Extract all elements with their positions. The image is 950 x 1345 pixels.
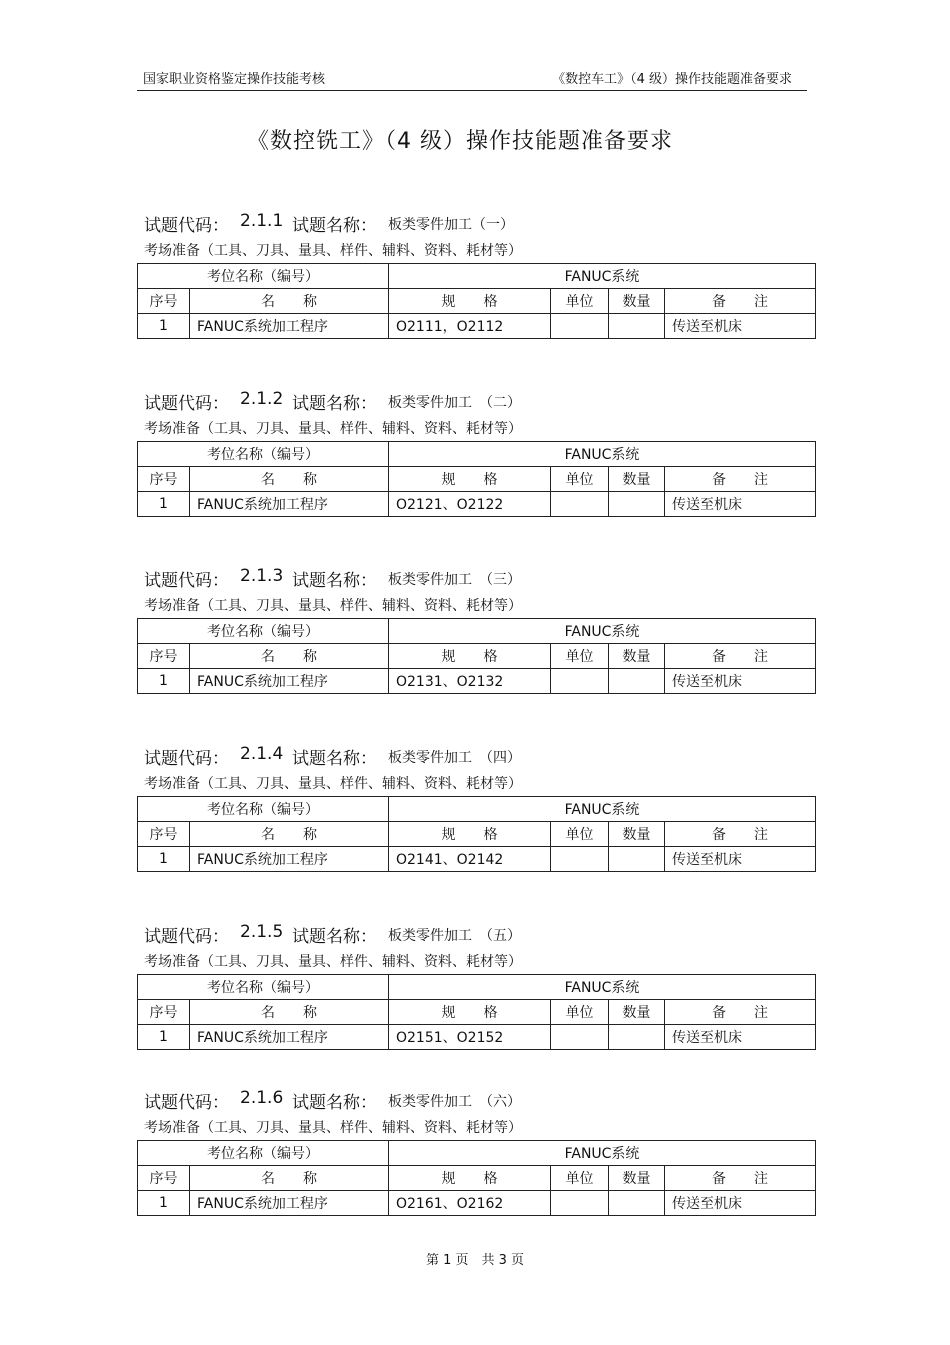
col-qty-header: 数量 bbox=[609, 644, 665, 669]
row-spec: O2121、O2122 bbox=[389, 492, 551, 517]
col-note-header: 备 注 bbox=[665, 467, 816, 492]
code-value: 2.1.6 bbox=[240, 1088, 284, 1108]
prep-note: 考场准备（工具、刀具、量具、样件、辅料、资料、耗材等） bbox=[144, 421, 522, 437]
code-label: 试题代码： bbox=[144, 749, 229, 769]
col-name-header: 名 称 bbox=[190, 1000, 389, 1025]
exam-section bbox=[137, 211, 815, 339]
col-no-header: 序号 bbox=[138, 1000, 190, 1025]
code-value: 2.1.4 bbox=[240, 744, 284, 764]
col-qty-header: 数量 bbox=[609, 822, 665, 847]
table-header-row bbox=[138, 1000, 816, 1025]
row-no: 1 bbox=[138, 847, 190, 872]
section-heading bbox=[137, 211, 815, 239]
name-label: 试题名称： bbox=[292, 571, 377, 591]
name-value: 板类零件加工 （三） bbox=[388, 572, 521, 588]
col-name-header: 名 称 bbox=[190, 644, 389, 669]
system-label: FANUC系统 bbox=[389, 797, 816, 822]
row-name: FANUC系统加工程序 bbox=[190, 314, 389, 339]
col-name-header: 名 称 bbox=[190, 289, 389, 314]
col-unit-header: 单位 bbox=[551, 1166, 609, 1191]
col-unit-header: 单位 bbox=[551, 644, 609, 669]
system-label: FANUC系统 bbox=[389, 264, 816, 289]
document-title: 《数控铣工》（4 级）操作技能题准备要求 bbox=[247, 129, 673, 154]
col-name-header: 名 称 bbox=[190, 467, 389, 492]
exam-section bbox=[137, 744, 815, 872]
row-spec: O2131、O2132 bbox=[389, 669, 551, 694]
code-label: 试题代码： bbox=[144, 1093, 229, 1113]
col-unit-header: 单位 bbox=[551, 467, 609, 492]
name-value: 板类零件加工 （二） bbox=[388, 395, 521, 411]
table-row bbox=[138, 492, 816, 517]
table-row bbox=[138, 797, 816, 822]
section-heading bbox=[137, 922, 815, 950]
exam-section bbox=[137, 1088, 815, 1216]
table-row bbox=[138, 619, 816, 644]
col-no-header: 序号 bbox=[138, 644, 190, 669]
code-value: 2.1.1 bbox=[240, 211, 284, 231]
code-label: 试题代码： bbox=[144, 927, 229, 947]
row-qty bbox=[609, 314, 665, 339]
system-label: FANUC系统 bbox=[389, 975, 816, 1000]
station-label: 考位名称（编号） bbox=[138, 797, 389, 822]
code-label: 试题代码： bbox=[144, 571, 229, 591]
col-spec-header: 规 格 bbox=[389, 1000, 551, 1025]
row-no: 1 bbox=[138, 1191, 190, 1216]
col-unit-header: 单位 bbox=[551, 289, 609, 314]
col-unit-header: 单位 bbox=[551, 822, 609, 847]
name-label: 试题名称： bbox=[292, 394, 377, 414]
exam-section bbox=[137, 922, 815, 1050]
row-name: FANUC系统加工程序 bbox=[190, 1191, 389, 1216]
col-spec-header: 规 格 bbox=[389, 1166, 551, 1191]
row-unit bbox=[551, 847, 609, 872]
name-value: 板类零件加工 （五） bbox=[388, 928, 521, 944]
table-row bbox=[138, 442, 816, 467]
col-note-header: 备 注 bbox=[665, 822, 816, 847]
table-row bbox=[138, 1025, 816, 1050]
name-label: 试题名称： bbox=[292, 927, 377, 947]
table-header-row bbox=[138, 289, 816, 314]
col-note-header: 备 注 bbox=[665, 644, 816, 669]
row-spec: O2161、O2162 bbox=[389, 1191, 551, 1216]
name-label: 试题名称： bbox=[292, 749, 377, 769]
code-label: 试题代码： bbox=[144, 216, 229, 236]
prep-table bbox=[137, 618, 816, 694]
prep-table bbox=[137, 974, 816, 1050]
system-label: FANUC系统 bbox=[389, 442, 816, 467]
header-right-text: 《数控车工》（4 级）操作技能题准备要求 bbox=[552, 72, 792, 87]
table-header-row bbox=[138, 822, 816, 847]
name-value: 板类零件加工（一） bbox=[388, 217, 514, 233]
system-label: FANUC系统 bbox=[389, 619, 816, 644]
col-qty-header: 数量 bbox=[609, 289, 665, 314]
table-row bbox=[138, 669, 816, 694]
station-label: 考位名称（编号） bbox=[138, 442, 389, 467]
exam-section bbox=[137, 389, 815, 517]
col-name-header: 名 称 bbox=[190, 1166, 389, 1191]
station-label: 考位名称（编号） bbox=[138, 264, 389, 289]
col-note-header: 备 注 bbox=[665, 289, 816, 314]
row-note: 传送至机床 bbox=[665, 669, 816, 694]
col-qty-header: 数量 bbox=[609, 467, 665, 492]
row-unit bbox=[551, 492, 609, 517]
prep-table bbox=[137, 441, 816, 517]
name-value: 板类零件加工 （六） bbox=[388, 1094, 521, 1110]
header-divider bbox=[137, 90, 807, 91]
row-qty bbox=[609, 1191, 665, 1216]
col-no-header: 序号 bbox=[138, 1166, 190, 1191]
col-spec-header: 规 格 bbox=[389, 289, 551, 314]
name-value: 板类零件加工 （四） bbox=[388, 750, 521, 766]
row-unit bbox=[551, 669, 609, 694]
section-heading bbox=[137, 744, 815, 772]
table-header-row bbox=[138, 1166, 816, 1191]
col-unit-header: 单位 bbox=[551, 1000, 609, 1025]
col-name-header: 名 称 bbox=[190, 822, 389, 847]
prep-note: 考场准备（工具、刀具、量具、样件、辅料、资料、耗材等） bbox=[144, 1120, 522, 1136]
table-row bbox=[138, 847, 816, 872]
row-unit bbox=[551, 1025, 609, 1050]
prep-note: 考场准备（工具、刀具、量具、样件、辅料、资料、耗材等） bbox=[144, 243, 522, 259]
prep-table bbox=[137, 1140, 816, 1216]
station-label: 考位名称（编号） bbox=[138, 1141, 389, 1166]
table-row bbox=[138, 1191, 816, 1216]
page-footer: 第 1 页 共 3 页 bbox=[425, 1253, 525, 1268]
section-heading bbox=[137, 1088, 815, 1116]
row-unit bbox=[551, 1191, 609, 1216]
table-row bbox=[138, 1141, 816, 1166]
prep-note: 考场准备（工具、刀具、量具、样件、辅料、资料、耗材等） bbox=[144, 954, 522, 970]
row-qty bbox=[609, 669, 665, 694]
col-qty-header: 数量 bbox=[609, 1166, 665, 1191]
name-label: 试题名称： bbox=[292, 1093, 377, 1113]
row-note: 传送至机床 bbox=[665, 314, 816, 339]
col-note-header: 备 注 bbox=[665, 1000, 816, 1025]
code-value: 2.1.3 bbox=[240, 566, 284, 586]
row-note: 传送至机床 bbox=[665, 1191, 816, 1216]
row-note: 传送至机床 bbox=[665, 847, 816, 872]
row-spec: O2151、O2152 bbox=[389, 1025, 551, 1050]
table-header-row bbox=[138, 467, 816, 492]
station-label: 考位名称（编号） bbox=[138, 975, 389, 1000]
prep-table bbox=[137, 263, 816, 339]
col-spec-header: 规 格 bbox=[389, 822, 551, 847]
row-qty bbox=[609, 492, 665, 517]
section-heading bbox=[137, 389, 815, 417]
table-header-row bbox=[138, 644, 816, 669]
code-label: 试题代码： bbox=[144, 394, 229, 414]
row-qty bbox=[609, 847, 665, 872]
section-heading bbox=[137, 566, 815, 594]
row-no: 1 bbox=[138, 492, 190, 517]
row-spec: O2111，O2112 bbox=[389, 314, 551, 339]
row-unit bbox=[551, 314, 609, 339]
table-row bbox=[138, 314, 816, 339]
row-note: 传送至机床 bbox=[665, 1025, 816, 1050]
exam-section bbox=[137, 566, 815, 694]
code-value: 2.1.2 bbox=[240, 389, 284, 409]
col-no-header: 序号 bbox=[138, 822, 190, 847]
row-name: FANUC系统加工程序 bbox=[190, 1025, 389, 1050]
row-note: 传送至机床 bbox=[665, 492, 816, 517]
header-left-text: 国家职业资格鉴定操作技能考核 bbox=[143, 72, 326, 87]
code-value: 2.1.5 bbox=[240, 922, 284, 942]
col-no-header: 序号 bbox=[138, 467, 190, 492]
row-name: FANUC系统加工程序 bbox=[190, 492, 389, 517]
table-row bbox=[138, 264, 816, 289]
col-spec-header: 规 格 bbox=[389, 644, 551, 669]
station-label: 考位名称（编号） bbox=[138, 619, 389, 644]
table-row bbox=[138, 975, 816, 1000]
row-spec: O2141、O2142 bbox=[389, 847, 551, 872]
prep-table bbox=[137, 796, 816, 872]
name-label: 试题名称： bbox=[292, 216, 377, 236]
col-note-header: 备 注 bbox=[665, 1166, 816, 1191]
row-name: FANUC系统加工程序 bbox=[190, 847, 389, 872]
col-no-header: 序号 bbox=[138, 289, 190, 314]
row-no: 1 bbox=[138, 1025, 190, 1050]
row-name: FANUC系统加工程序 bbox=[190, 669, 389, 694]
row-no: 1 bbox=[138, 314, 190, 339]
prep-note: 考场准备（工具、刀具、量具、样件、辅料、资料、耗材等） bbox=[144, 776, 522, 792]
col-qty-header: 数量 bbox=[609, 1000, 665, 1025]
row-no: 1 bbox=[138, 669, 190, 694]
prep-note: 考场准备（工具、刀具、量具、样件、辅料、资料、耗材等） bbox=[144, 598, 522, 614]
col-spec-header: 规 格 bbox=[389, 467, 551, 492]
system-label: FANUC系统 bbox=[389, 1141, 816, 1166]
row-qty bbox=[609, 1025, 665, 1050]
